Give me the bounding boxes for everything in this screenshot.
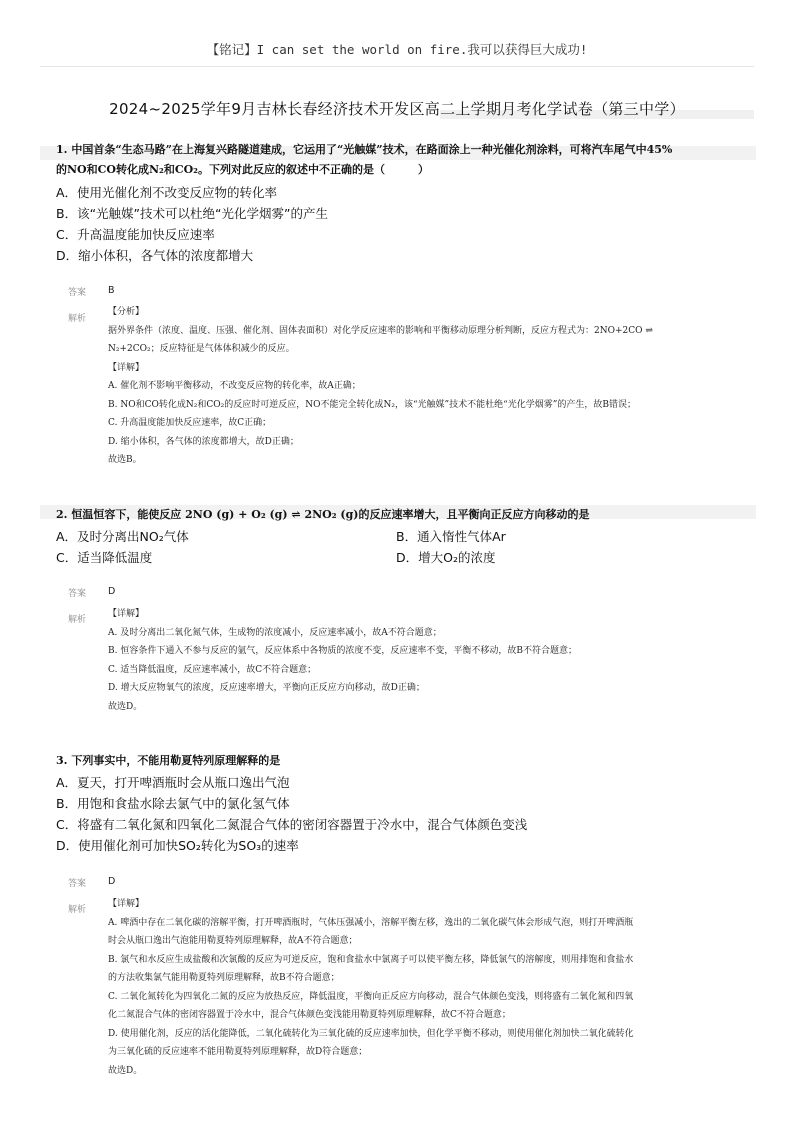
page-title: 2024~2025学年9月吉林长春经济技术开发区高二上学期月考化学试卷（第三中学）: [109, 100, 685, 118]
q3-explanation: 【详解】 A. 啤酒中存在二氧化碳的溶解平衡，打开啤酒瓶时，气体压强减小，溶解平衡左移，逸出的二氧化碳气体会形成气泡，则打开啤酒瓶 时会从瓶口逸出气泡能用勒夏特列原理解释，故A不符合题意； B. 氯气和水反应生成盐酸和次氯酸的反应为可逆反应，饱和食盐水中氯离子可以使平衡左移，降低氯气的溶解度，则用排饱和食盐水 的方法收集氯气能用勒夏特列原理解释，故B不符合题意； C. 二氧化氮转化为四氧化二氮的反应为放热反应，降低温度，平衡向正反应方向移动，混合气体颜色变浅，则将盛有二氧化氮和四氧 化二氮混合气体的密闭容器置于冷水中，混合气体颜色变浅能用勒夏特列原理解释，故C不符合题意； D. 使用催化剂，反应的活化能降低，二氧化硫转化为三氧化硫的反应速率加快，但化学平衡不移动，则使用催化剂加快二氧化硫转化 为三氧化硫的反应速率不能用勒夏特列原理解释，故D符合题意； 故选D。: [108, 899, 634, 1076]
q1-option-b[interactable]: B．该“光触媒”技术可以杜绝“光化学烟雾”的产生: [56, 206, 328, 221]
question-3-stem: 3. 下列事实中，不能用勒夏特列原理解释的是: [56, 754, 281, 767]
q2-option-b[interactable]: B．通入惰性气体Ar: [396, 529, 506, 544]
answer-label: 答案: [68, 288, 87, 298]
q3-option-d[interactable]: D．使用催化剂可加快SO₂转化为SO₃的速率: [56, 838, 299, 853]
question-1-stem: 1. 中国首条“生态马路”在上海复兴路隧道建成，它运用了“光触媒”技术，在路面涂上一种光催化剂涂料，可将汽车尾气中45% 的NO和CO转化成N₂和CO₂。下列对此反应的叙述中不正确的是（ ）: [56, 143, 673, 176]
q1-answer: B: [108, 285, 115, 296]
q1-option-a[interactable]: A．使用光催化剂不改变反应物的转化率: [56, 185, 278, 200]
answer-label: 答案: [68, 589, 87, 599]
q3-option-b[interactable]: B．用饱和食盐水除去氯气中的氯化氢气体: [56, 796, 290, 811]
q1-option-d[interactable]: D．缩小体积，各气体的浓度都增大: [56, 248, 254, 263]
q1-option-c[interactable]: C．升高温度能加快反应速率: [56, 227, 215, 242]
q3-option-c[interactable]: C．将盛有二氧化氮和四氧化二氮混合气体的密闭容器置于冷水中，混合气体颜色变浅: [56, 817, 528, 832]
q2-option-a[interactable]: A．及时分离出NO₂气体: [56, 529, 189, 544]
q3-answer: D: [108, 876, 116, 887]
question-2-stem: 2. 恒温恒容下，能使反应 2NO (g) + O₂ (g) ⇌ 2NO₂ (g)的反应速率增大，且平衡向正反应方向移动的是: [56, 508, 590, 521]
q2-explanation: 【详解】 A. 及时分离出二氧化氮气体，生成物的浓度减小，反应速率减小，故A不符合题意； B. 恒容条件下通入不参与反应的氩气，反应体系中各物质的浓度不变，反应速率不变，平衡不移动，故B不符合题意； C. 适当降低温度，反应速率减小，故C不符合题意； D. 增大反应物氧气的浓度，反应速率增大，平衡向正反应方向移动，故D正确； 故选D。: [108, 609, 577, 712]
header-divider: [40, 66, 754, 67]
analysis-label: 解析: [68, 615, 87, 625]
header-motto: 【铭记】I can set the world on fire.我可以获得巨大成功!: [206, 42, 588, 57]
analysis-label: 解析: [68, 314, 87, 324]
answer-label: 答案: [68, 879, 87, 889]
q2-option-d[interactable]: D．增大O₂的浓度: [396, 550, 496, 565]
q2-option-c[interactable]: C．适当降低温度: [56, 550, 153, 565]
q2-answer: D: [108, 586, 116, 597]
analysis-label: 解析: [68, 905, 87, 915]
q1-explanation: 【分析】 据外界条件（浓度、温度、压强、催化剂、固体表面积）对化学反应速率的影响和平衡移动原理分析判断，反应方程式为：2NO+2CO ⇌ N₂+2CO₂；反应特征是气体体积减少的反应。 【详解】 A. 催化剂不影响平衡移动，不改变反应物的转化率，故A正确； B. NO和CO转化成N₂和CO₂的反应时可逆反应，NO不能完全转化成N₂，该“光触媒”技术不能杜绝“光化学烟雾”的产生，故B错误； C. 升高温度能加快反应速率，故C正确； D. 缩小体积，各气体的浓度都增大，故D正确； 故选B。: [108, 307, 653, 465]
q3-option-a[interactable]: A．夏天，打开啤酒瓶时会从瓶口逸出气泡: [56, 775, 290, 790]
